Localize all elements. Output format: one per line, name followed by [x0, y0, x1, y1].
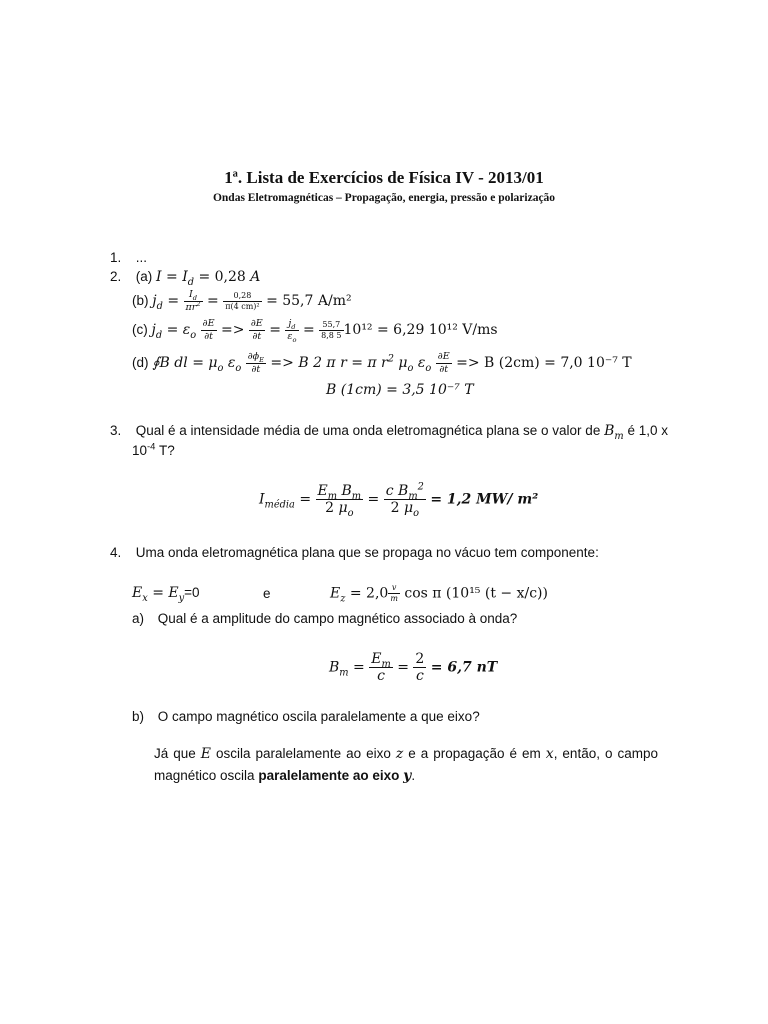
document-title: 1ª. Lista de Exercícios de Física IV - 2013/01 — [224, 168, 544, 187]
q4-e-word: e — [263, 586, 271, 601]
q2-item-c — [132, 318, 498, 344]
document-subtitle: Ondas Eletromagnéticas – Propagação, energia, pressão e polarização — [212, 192, 556, 204]
q3-number: 3. — [110, 423, 122, 438]
q3-text-before: Qual é a intensidade média de uma onda eletromagnética plana se o valor de — [135, 423, 601, 438]
q1-number: 1. — [110, 250, 122, 265]
q4-a-item — [132, 611, 517, 626]
q4-a-result: = 6,7 nT — [430, 659, 498, 676]
q2-c-equation: $j_d = \varepsilon_o$ $\frac{\partial E}{\partial t}$ => $\frac{\partial E}{\partial t}$ = $\frac{j_d}{\varepsilon_o}$ = $\frac{55,7}{8,8 5}$ 10¹² = 6,29 10¹² V/ms — [151, 318, 498, 344]
q4-a-text: Qual é a amplitude do campo magnético associado à onda? — [157, 611, 518, 626]
q3-equation: $I_{média}$ = $\frac{E_m B_m}{2 \mu_o}$ = $\frac{c B_m^2}{2 \mu_o}$ = 1,2 MW/ m² — [259, 481, 539, 519]
q2-item-a — [110, 269, 261, 288]
q2-item-b — [132, 290, 352, 312]
q3-text-after: é 1,0 x — [627, 423, 668, 438]
q2-number: 2. — [110, 269, 122, 284]
q2-c-label: (c) — [132, 322, 148, 337]
q2-item-d — [132, 352, 632, 374]
q4-b-text: O campo magnético oscila paralelamente a que eixo? — [157, 709, 480, 724]
q2-d-result: => B (2cm) = 7,0 10⁻⁷ T — [456, 355, 632, 371]
q4-b-item — [132, 709, 480, 724]
q2-b-equation: $j_d$ = $\frac{I_d}{\pi r^2}$ = $\frac{0,28}{\text{π(4 cm)²}}$ = 55,7 A/m² — [152, 289, 352, 313]
q4-b-answer-bold: paralelamente ao eixo — [258, 768, 400, 783]
q2-c-mid: 10¹² — [343, 322, 373, 338]
q4-a-equation: $B_m$ = $\frac{E_m}{c}$ = $\frac{2}{c}$ = 6,7 nT — [329, 651, 498, 684]
q2-a-value: = 0,28 — [198, 269, 246, 285]
q2-b-frac1: $\frac{I_d}{\pi r^2}$ — [185, 289, 201, 313]
q4-a-label: a) — [132, 611, 145, 626]
q3-line2: $10^{-4}$ T? — [132, 441, 175, 458]
q3-equation-result: = 1,2 MW/ m² — [430, 491, 539, 508]
q2-c-frac: $\frac{55,7}{8,8 5}$ — [321, 319, 342, 340]
q4-b-label: b) — [132, 709, 145, 724]
q2-c-result: = 6,29 10¹² V/ms — [377, 322, 498, 338]
q2-b-label: (b) — [132, 293, 149, 308]
q1-item — [110, 250, 147, 265]
q3-bm-symbol: $B_m$ — [604, 423, 624, 442]
q4-ex-equation: $E_x = E_y=0$ — [132, 585, 200, 604]
q4-item — [110, 545, 599, 560]
q2-a-equation: $I = I_d = 0,28$ A — [156, 269, 261, 288]
q2-a-label: (a) — [135, 269, 153, 284]
q2-d-line2: B (1cm) = 3,5 10⁻⁷ T — [326, 382, 474, 398]
q4-b-answer: Já que E oscila paralelamente ao eixo z e a propagação é em x, então, o campo magnético oscila paralelamente ao eixo y. — [154, 746, 658, 784]
q2-d-equation: ∮B dl = $\mu_o$ $\varepsilon_o$ $\frac{\partial\phi_E}{\partial t}$ => B 2 π r = π $r^2$ $\mu_o$ $\varepsilon_o$ $\frac{\partial E}{\partial t}$ => B (2cm) = 7,0 10⁻⁷ T — [152, 351, 632, 375]
q4-ez-equation: $E_z = 2,0$ $\frac{v}{m}$ cos π (10¹⁵ (t − x/c)) — [330, 583, 548, 605]
q1-text: ... — [135, 250, 148, 265]
q2-b-result: = 55,7 A/m² — [266, 293, 352, 309]
q3-item — [110, 423, 668, 442]
q4-number: 4. — [110, 545, 122, 560]
q2-d-label: (d) — [132, 355, 149, 370]
q2-b-frac2: $\frac{0,28}{\text{π(4 cm)²}}$ — [225, 290, 260, 311]
q4-text: Uma onda eletromagnética plana que se propaga no vácuo tem componente: — [135, 545, 599, 560]
